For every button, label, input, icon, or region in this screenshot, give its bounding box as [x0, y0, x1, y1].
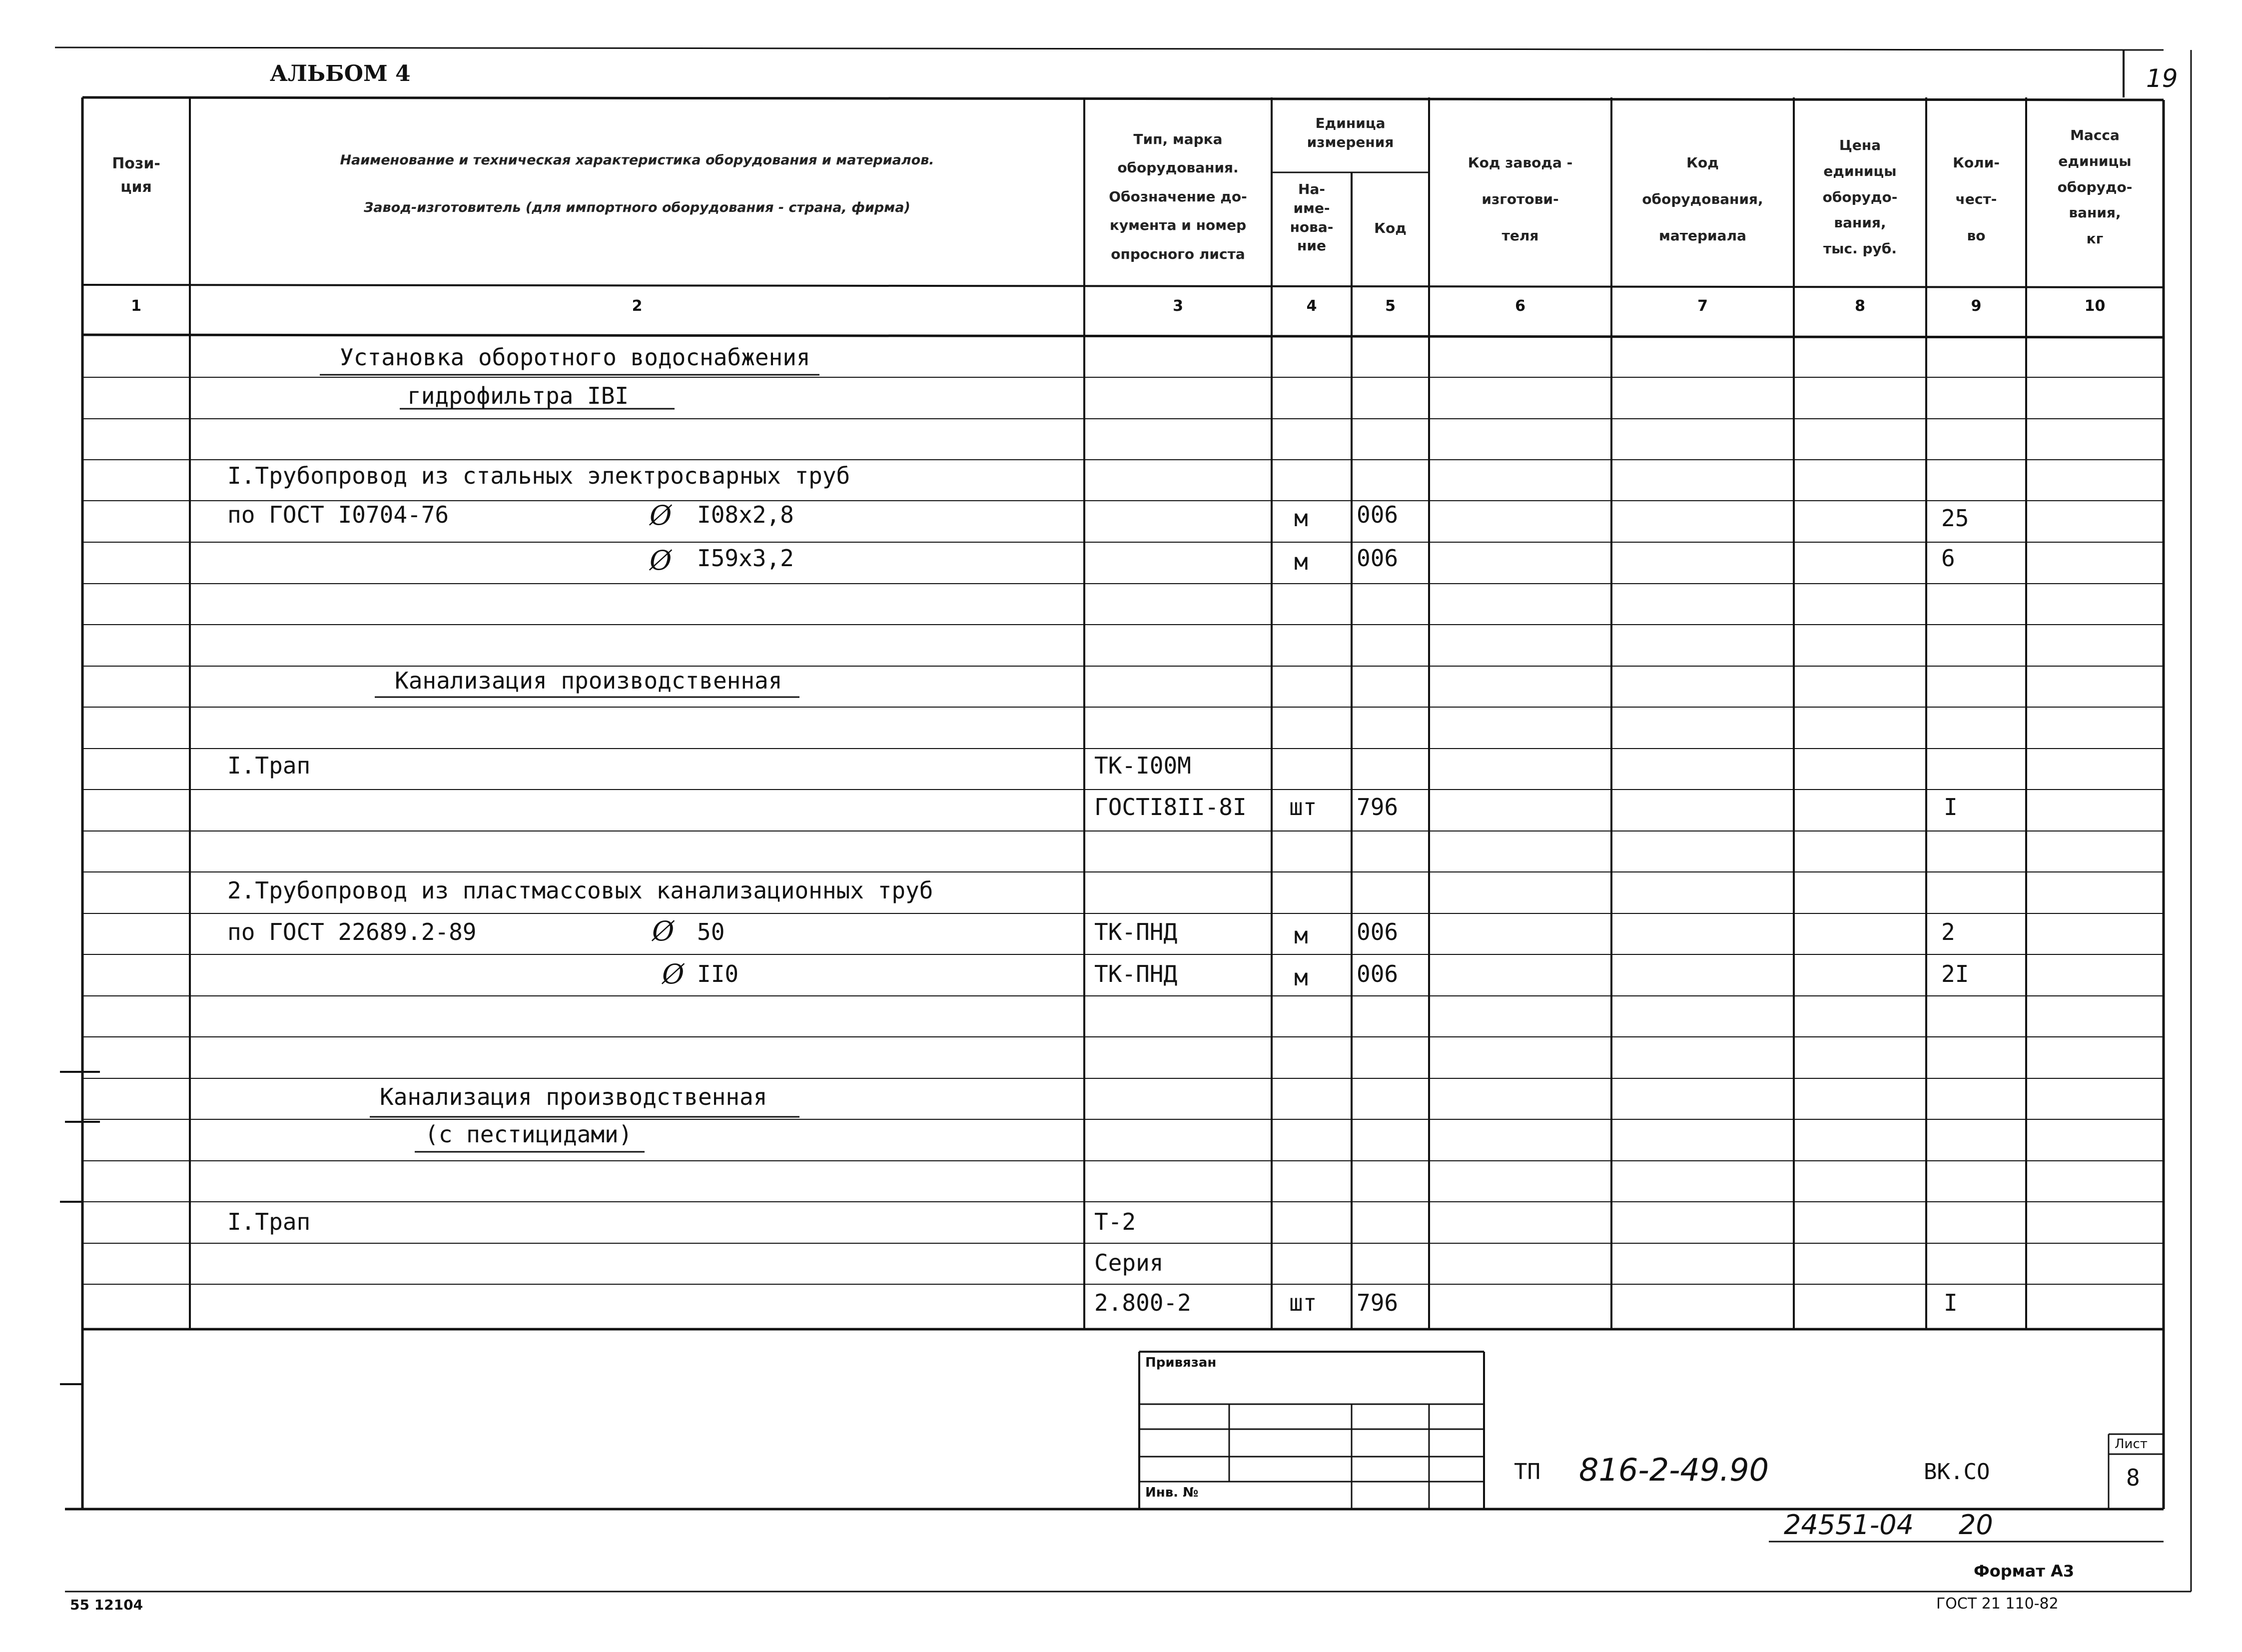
col-number-9: 9	[1971, 297, 1982, 315]
stamp-privyazan: Привязан	[1145, 1355, 1217, 1370]
header-equipment-code: Код оборудования, материала	[1642, 154, 1763, 244]
unit-name: м	[1294, 548, 1308, 575]
diameter-icon: Ø	[652, 915, 675, 947]
section-subtitle-pesticides: (с пестицидами)	[425, 1121, 633, 1148]
quantity: 2I	[1941, 960, 1969, 987]
col-number-6: 6	[1515, 297, 1525, 315]
type-2800-2: 2.800-2	[1094, 1289, 1191, 1316]
gost-label: ГОСТ 21 110-82	[1936, 1595, 2059, 1613]
col-number-4: 4	[1306, 297, 1317, 315]
type-tk-pnd: ТК-ПНД	[1094, 918, 1178, 945]
pipe-size-110: II0	[697, 960, 739, 987]
col-number-1: 1	[131, 297, 141, 315]
quantity: 6	[1941, 545, 1955, 572]
header-factory-code: Код завода - изготови- теля	[1468, 154, 1573, 244]
unit-name: м	[1294, 964, 1308, 991]
unit-name: м	[1294, 922, 1308, 949]
type-gost-1811: ГОСТI8II-8I	[1094, 794, 1247, 821]
quantity: I	[1944, 794, 1958, 821]
header-price: Цена единицы оборудо- вания, тыс. руб.	[1822, 137, 1898, 257]
item-gost-10704: по ГОСТ I0704-76	[227, 501, 449, 528]
header-mass: Масса единицы оборудо- вания, кг	[2057, 127, 2133, 247]
section-title-sewerage: Канализация производственная	[395, 667, 782, 694]
pipe-size-159: I59x3,2	[697, 545, 794, 572]
item-plastic-pipeline: 2.Трубопровод из пластмассовых канализационных труб	[227, 877, 933, 904]
type-series: Серия	[1094, 1249, 1164, 1276]
section-title-water-supply: Установка оборотного водоснабжения	[340, 344, 810, 371]
header-unit-name: На- име- нова- ние	[1290, 181, 1334, 254]
section-title-sewerage-pesticides: Канализация производственная	[380, 1083, 767, 1110]
item-gost-22689: по ГОСТ 22689.2-89	[227, 918, 477, 945]
archive-number: 24551-04	[1784, 1509, 1914, 1541]
unit-name: м	[1294, 505, 1308, 532]
doc-code: ВК.СО	[1924, 1459, 1990, 1485]
doc-prefix: ТП	[1514, 1459, 1540, 1485]
header-position: Пози- ция	[112, 155, 160, 196]
quantity: 2	[1941, 918, 1955, 945]
quantity: 25	[1941, 505, 1969, 532]
unit-code: 796	[1357, 794, 1399, 821]
pipe-size-50: 50	[697, 918, 725, 945]
left-code: 55 12104	[70, 1597, 143, 1613]
unit-name: шт	[1289, 794, 1317, 821]
archive-page: 20	[1959, 1509, 1993, 1541]
quantity: I	[1944, 1289, 1958, 1316]
unit-code: 006	[1357, 501, 1399, 528]
unit-code: 006	[1357, 918, 1399, 945]
sheet-number: 8	[2126, 1464, 2140, 1491]
item-trap: I.Трап	[227, 1208, 311, 1235]
header-unit: Единица измерения	[1307, 115, 1394, 150]
stamp-inventory-label: Инв. №	[1145, 1485, 1199, 1500]
header-unit-code: Код	[1374, 220, 1407, 236]
item-trap: I.Трап	[227, 752, 311, 779]
unit-code: 006	[1357, 545, 1399, 572]
pipe-size-108: I08x2,8	[697, 501, 794, 528]
header-name-line2: Завод-изготовитель (для импортного оборудования - страна, фирма)	[364, 200, 910, 215]
col-number-10: 10	[2084, 297, 2106, 315]
album-title: АЛЬБОМ 4	[270, 61, 411, 86]
col-number-3: 3	[1173, 297, 1183, 315]
col-number-2: 2	[632, 297, 643, 315]
header-quantity: Коли- чест- во	[1953, 154, 2000, 244]
section-subtitle-hydrofilter: гидрофильтра IBI	[407, 382, 629, 409]
unit-name: шт	[1289, 1289, 1317, 1316]
diameter-icon: Ø	[650, 500, 672, 531]
type-tk100m: ТК-I00М	[1094, 752, 1191, 779]
format-label: Формат А3	[1974, 1562, 2075, 1581]
page-number: 19	[2146, 64, 2178, 93]
diameter-icon: Ø	[650, 545, 672, 576]
doc-number: 816-2-49.90	[1579, 1452, 1769, 1488]
header-name-line1: Наименование и техническая характеристика оборудования и материалов.	[340, 152, 934, 168]
header-type: Тип, марка оборудования. Обозначение до- кумента и номер опросного листа	[1109, 131, 1247, 262]
sheet-label: Лист	[2115, 1437, 2148, 1452]
col-number-7: 7	[1697, 297, 1708, 315]
col-number-5: 5	[1385, 297, 1396, 315]
unit-code: 006	[1357, 960, 1399, 987]
diameter-icon: Ø	[662, 958, 685, 990]
unit-code: 796	[1357, 1289, 1399, 1316]
col-number-8: 8	[1855, 297, 1865, 315]
item-steel-pipeline: I.Трубопровод из стальных электросварных труб	[227, 462, 850, 489]
type-tk-pnd: ТК-ПНД	[1094, 960, 1178, 987]
type-t2: Т-2	[1094, 1208, 1136, 1235]
